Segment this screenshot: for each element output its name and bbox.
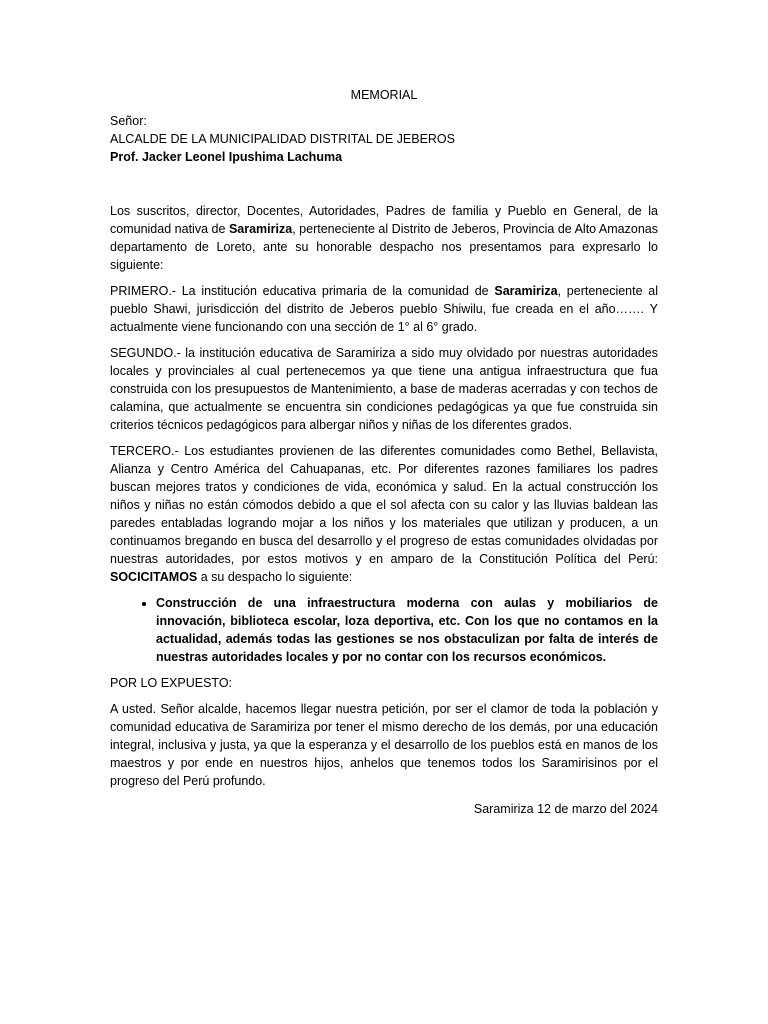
- tercero-text-1: TERCERO.- Los estudiantes provienen de las diferentes comunidades como Bethel, Bellavista, Alianza y Centro América del Cahuapanas, etc. Por diferentes razones familiares los padres buscan mejores tratos y condiciones de vida, económica y salud. En la actual construcción los niños y niñas no están cómodos debido a que el sol afecta con su calor y las lluvias baldean las paredes entabladas logrando mojar a los niños y los materiales que utilizan y producen, a un continuamos bregando en busca del desarrollo y el progreso de estas comunidades olvidadas por nuestras autoridades, por estos motivos y en amparo de la Constitución Política del Perú:: [110, 444, 658, 566]
- primero-community: Saramiriza: [494, 284, 558, 298]
- document-title: MEMORIAL: [350, 88, 418, 102]
- intro-text-2: , perteneciente al Distrito de Jeberos, Provincia de Alto Amazonas departamento de Loreto, ante su honorable despacho nos presentamos para expresarlo lo siguiente:: [110, 222, 658, 272]
- closing-paragraph: A usted. Señor alcalde, hacemos llegar nuestra petición, por ser el clamor de toda la población y comunidad educativa de Saramiriza por tener el mismo derecho de los demás, por una educación integral, inclusiva y justa, ya que la esperanza y el desarrollo de los pueblos está en manos de los maestros y por ende en nuestros hijos, anhelos que tenemos todos los Saramirisinos por el progreso del Perú profundo.: [110, 702, 658, 788]
- addressee-name: Prof. Jacker Leonel Ipushima Lachuma: [110, 150, 343, 164]
- intro-community: Saramiriza: [228, 222, 293, 236]
- addressee-block: [110, 112, 658, 166]
- tercero-text-2: a su despacho lo siguiente:: [197, 570, 353, 584]
- intro-paragraph: [110, 202, 658, 274]
- intro-text-1: Los suscritos, director, Docentes, Autoridades, Padres de familia y Pueblo en General, de la comunidad nativa de: [110, 204, 658, 236]
- por-lo-expuesto: POR LO EXPUESTO:: [110, 676, 233, 690]
- addressee-office: ALCALDE DE LA MUNICIPALIDAD DISTRITAL DE JEBEROS: [110, 132, 455, 146]
- primero-text-1: PRIMERO.- La institución educativa primaria de la comunidad de: [110, 284, 495, 298]
- primero-text-2: , perteneciente al pueblo Shawi, jurisdicción del distrito de Jeberos pueblo Shiwilu, fue creada en el año……. Y actualmente viene funcionando con una sección de 1° al 6° grado.: [110, 284, 659, 334]
- requests-list: [110, 594, 658, 666]
- primero-paragraph: [110, 282, 658, 336]
- segundo-paragraph: SEGUNDO.- la institución educativa de Saramiriza a sido muy olvidado por nuestras autoridades locales y provinciales al cual pertenecemos ya que tiene una antigua infraestructura que fua construida con los presupuestos de Mantenimiento, a base de maderas acerradas y con techos de calamina, que actualmente se encuentra sin condiciones pedagógicas ya que fue construida sin criterios técnicos pedagógicos para albergar niños y niñas de los diferentes grados.: [110, 346, 658, 432]
- greeting: Señor:: [110, 114, 147, 128]
- place-date: Saramiriza 12 de marzo del 2024: [473, 802, 658, 816]
- list-item: • Construcción de una infraestructura moderna con aulas y mobiliarios de innovación, biblioteca escolar, loza deportiva, etc. Con los que no contamos en la actualidad, además todas las gestiones se nos obstaculizan por falta de interés de nuestras autoridades locales y por no contar con los recursos económicos.: [156, 594, 658, 666]
- spacer: [110, 166, 658, 202]
- tercero-request-word: SOCICITAMOS: [110, 570, 198, 584]
- tercero-paragraph: [110, 442, 658, 586]
